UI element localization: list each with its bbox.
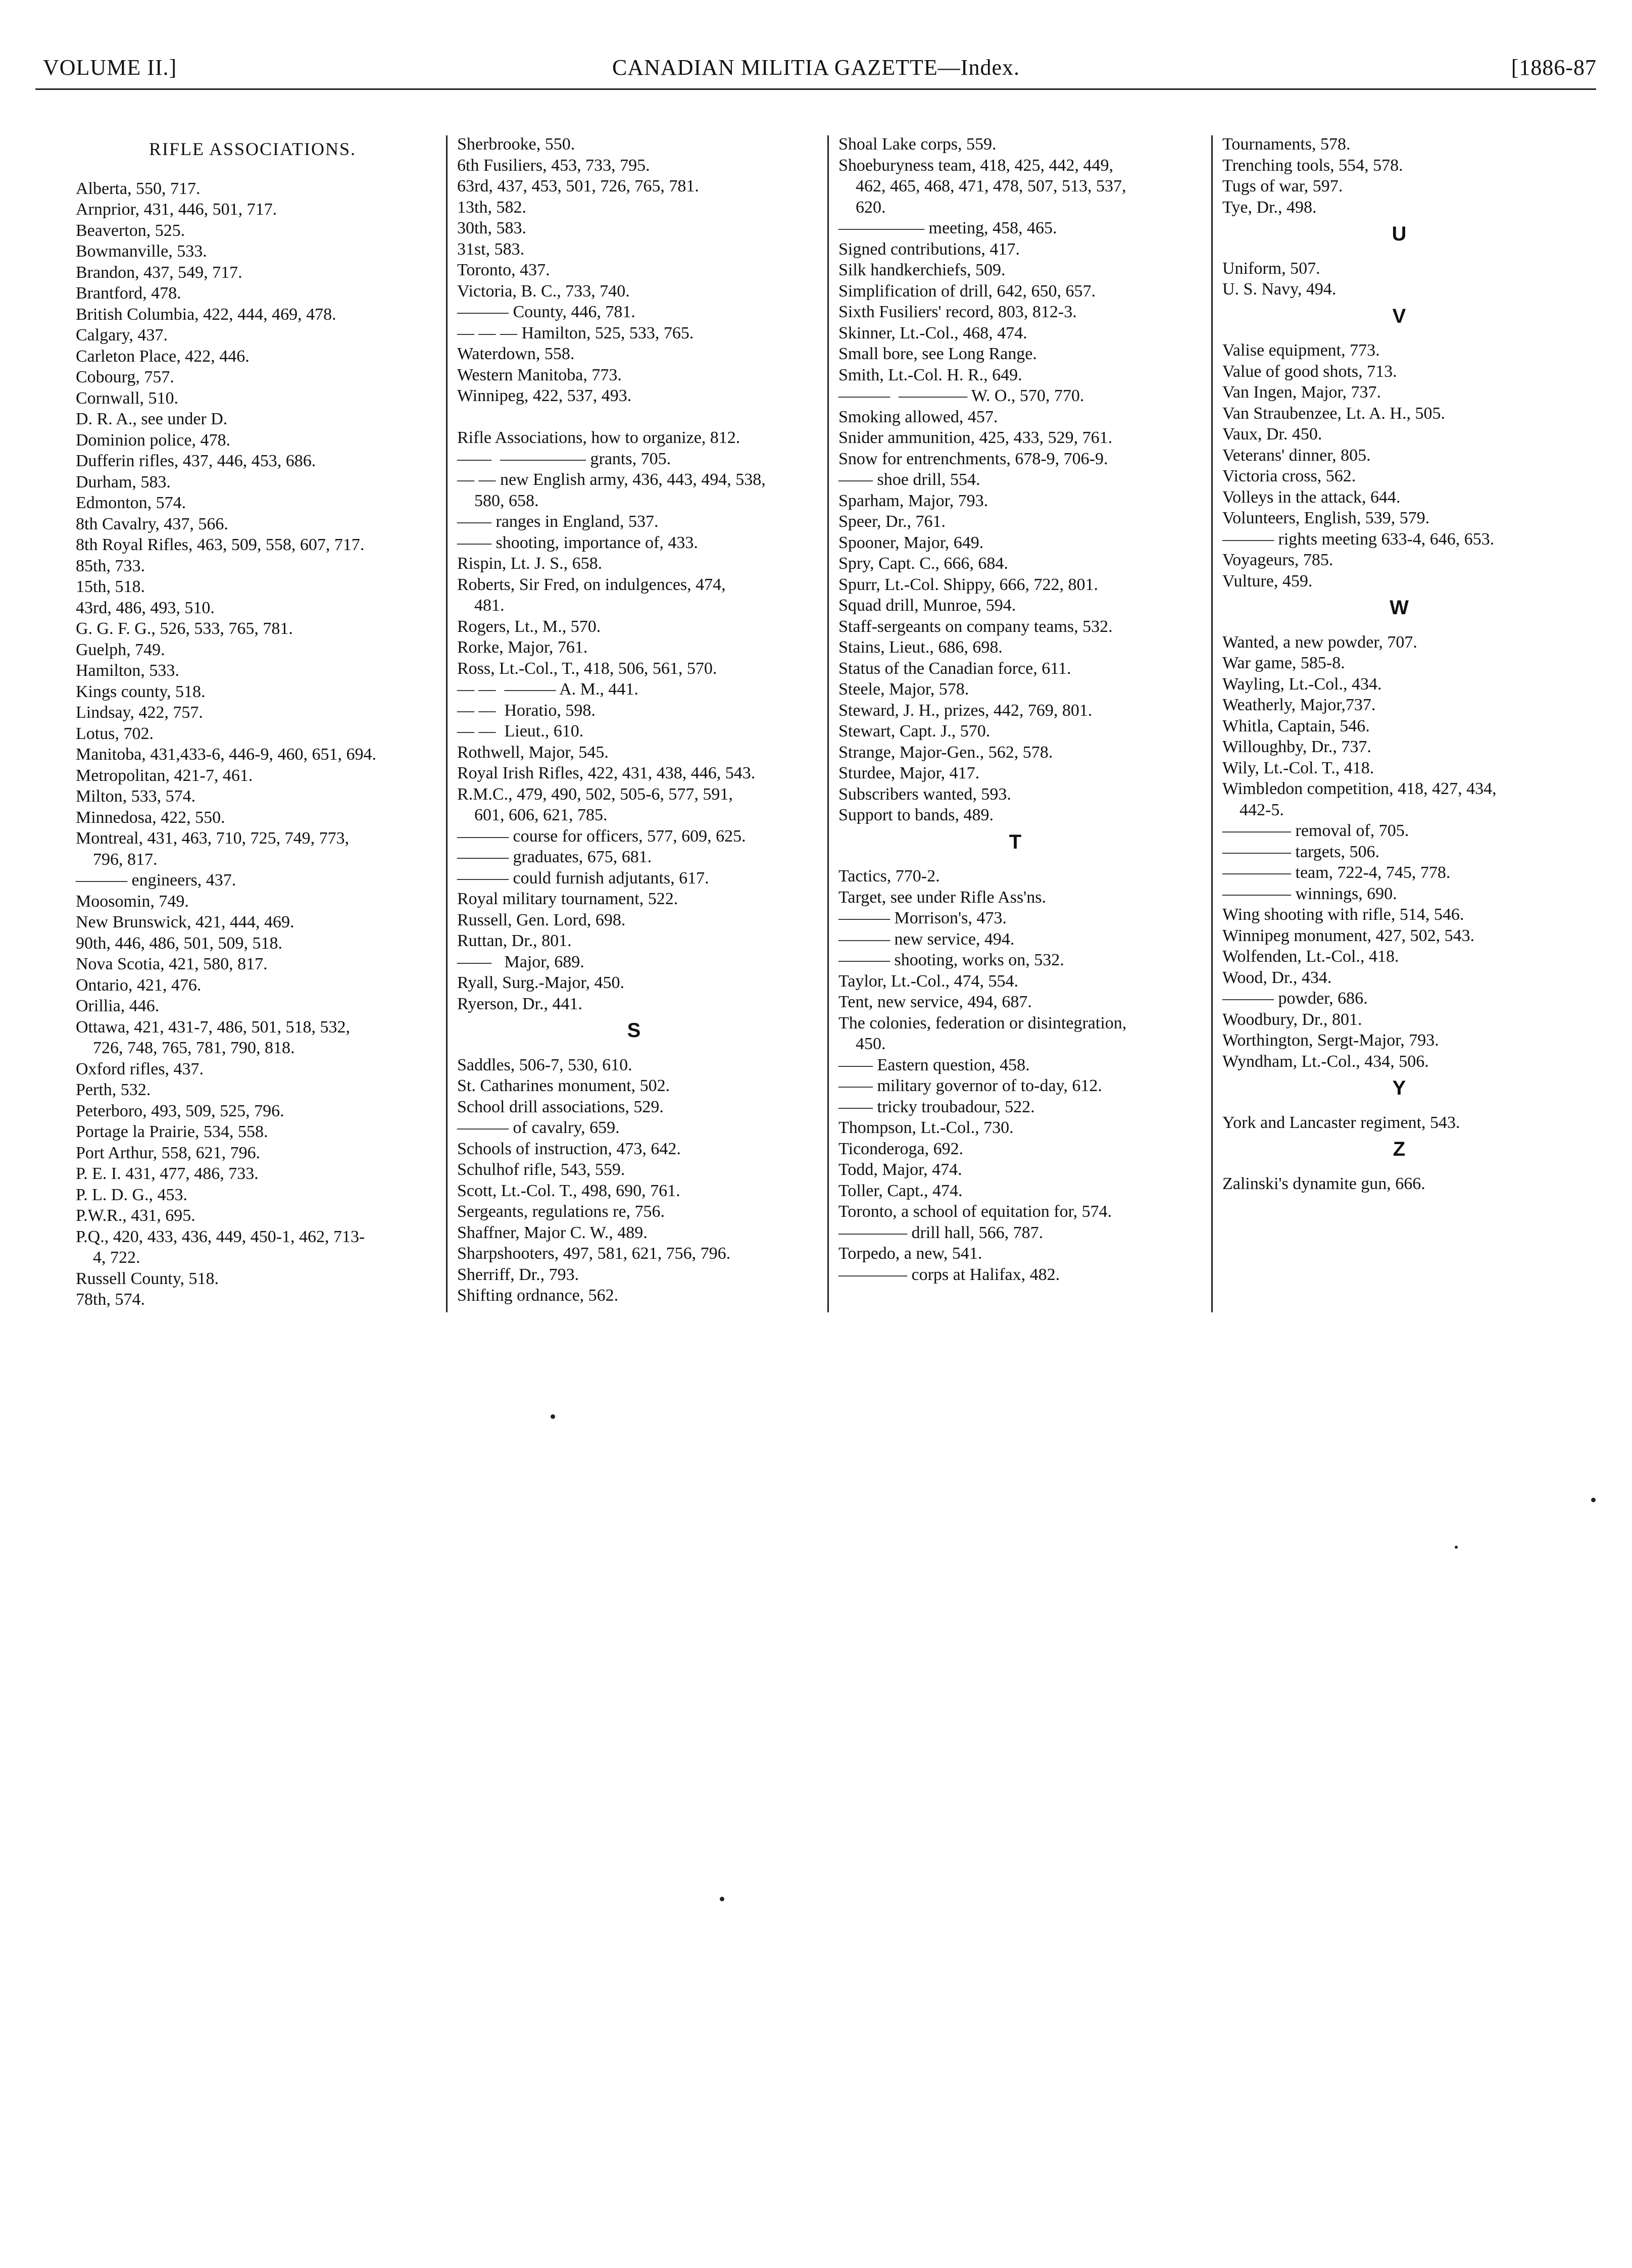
index-entry: Stains, Lieut., 686, 698. [838,638,1003,657]
index-entry: Peterboro, 493, 509, 525, 796. [76,1101,284,1120]
index-entry: Stewart, Capt. J., 570. [838,722,991,741]
index-entry: —— tricky troubadour, 522. [838,1097,1035,1116]
index-entry: The colonies, federation or disintegration, [838,1013,1127,1032]
index-entry: Rorke, Major, 761. [457,638,588,657]
index-entry: St. Catharines monument, 502. [457,1076,670,1095]
index-entry: 8th Cavalry, 437, 566. [76,514,228,533]
index-entry: Schools of instruction, 473, 642. [457,1139,681,1158]
index-entry: 90th, 446, 486, 501, 509, 518. [76,933,282,953]
column-divider [1211,135,1213,1312]
index-entry: P. E. I. 431, 477, 486, 733. [76,1164,259,1183]
index-entry: Small bore, see Long Range. [838,344,1037,363]
index-entry: ——— shooting, works on, 532. [838,951,1064,969]
index-entry: Rifle Associations, how to organize, 812. [457,428,740,447]
index-entry: Sherbrooke, 550. [457,135,575,154]
index-entry: Smoking allowed, 457. [838,407,998,426]
index-entry: Russell, Gen. Lord, 698. [457,910,626,929]
print-speck [1455,1546,1458,1549]
index-entry: Rispin, Lt. J. S., 658. [457,554,603,573]
index-column-1 [76,134,429,1310]
index-entry: 43rd, 486, 493, 510. [76,598,215,617]
index-entry: York and Lancaster regiment, 543. [1222,1113,1460,1132]
index-entry: Taylor, Lt.-Col., 474, 554. [838,971,1019,991]
index-entry: Sergeants, regulations re, 756. [457,1202,665,1221]
index-entry: Metropolitan, 421-7, 461. [76,766,253,785]
index-entry: Tactics, 770-2. [838,867,940,885]
index-entry: Portage la Prairie, 534, 558. [76,1122,268,1141]
index-entry: Todd, Major, 474. [838,1160,962,1179]
index-entry: Ryall, Surg.-Major, 450. [457,973,624,992]
index-entry: Spooner, Major, 649. [838,533,984,552]
index-entry: Rothwell, Major, 545. [457,743,609,762]
section-letter: Y [1392,1077,1406,1099]
index-entry: Victoria, B. C., 733, 740. [457,281,630,301]
index-entry: Status of the Canadian force, 611. [838,659,1071,678]
index-entry: R.M.C., 479, 490, 502, 505-6, 577, 591, [457,784,733,804]
index-entry: ——— new service, 494. [838,929,1015,949]
volume-label: VOLUME II.] [43,55,177,80]
index-entry: P.Q., 420, 433, 436, 449, 450-1, 462, 713- [76,1227,365,1246]
index-entry: War game, 585-8. [1222,654,1345,672]
index-entry: Tournaments, 578. [1222,135,1351,154]
index-entry: —— Major, 689. [457,952,584,971]
column-divider [446,135,448,1312]
index-entry: Milton, 533, 574. [76,787,196,806]
index-entry: Beaverton, 525. [76,221,185,240]
index-entry: 796, 817. [76,850,158,869]
column-divider [827,135,829,1312]
index-entry: 726, 748, 765, 781, 790, 818. [76,1039,295,1057]
index-entry: Shifting ordnance, 562. [457,1286,619,1305]
section-letter: S [627,1019,641,1042]
index-entry: Toller, Capt., 474. [838,1181,963,1200]
index-entry: Toronto, 437. [457,261,550,279]
index-entry: Perth, 532. [76,1080,151,1099]
index-entry: Sturdee, Major, 417. [838,764,980,782]
index-entry: Toronto, a school of equitation for, 574. [838,1202,1112,1221]
index-entry: Calgary, 437. [76,326,168,344]
index-entry: Spry, Capt. C., 666, 684. [838,554,1008,573]
index-entry: —— military governor of to-day, 612. [838,1076,1102,1095]
index-entry: Lotus, 702. [76,724,154,743]
index-entry: Kings county, 518. [76,682,206,701]
header-rule [35,88,1596,90]
index-entry: Support to bands, 489. [838,806,994,824]
index-entry: Port Arthur, 558, 621, 796. [76,1143,261,1162]
index-entry: Ruttan, Dr., 801. [457,931,572,950]
index-entry: ———— winnings, 690. [1222,884,1397,903]
index-entry: Ticonderoga, 692. [838,1139,964,1158]
index-entry: Signed contributions, 417. [838,239,1020,259]
index-entry: Moosomin, 749. [76,892,189,911]
index-entry: Shaffner, Major C. W., 489. [457,1223,648,1242]
index-entry: Scott, Lt.-Col. T., 498, 690, 761. [457,1181,680,1200]
index-entry: ——— Morrison's, 473. [838,909,1007,927]
index-entry: Sixth Fusiliers' record, 803, 812-3. [838,303,1077,321]
index-entry: Bowmanville, 533. [76,242,207,261]
index-entry: School drill associations, 529. [457,1097,664,1116]
index-entry: ——— could furnish adjutants, 617. [457,868,709,888]
index-entry: Ross, Lt.-Col., T., 418, 506, 561, 570. [457,659,717,678]
index-entry: Uniform, 507. [1222,259,1320,278]
index-entry: Torpedo, a new, 541. [838,1244,982,1263]
index-entry: ————— meeting, 458, 465. [838,219,1057,237]
index-entry: Winnipeg, 422, 537, 493. [457,386,632,405]
index-entry: — — Lieut., 610. [457,722,584,741]
index-entry: Minnedosa, 422, 550. [76,808,225,827]
index-entry: Dufferin rifles, 437, 446, 453, 686. [76,452,316,470]
index-entry: ———— corps at Halifax, 482. [838,1265,1060,1284]
index-entry: Worthington, Sergt-Major, 793. [1222,1031,1439,1050]
index-entry: —— ————— grants, 705. [457,449,671,468]
index-entry: Staff-sergeants on company teams, 532. [838,617,1113,636]
index-entry: Squad drill, Munroe, 594. [838,596,1016,615]
index-entry: Whitla, Captain, 546. [1222,716,1370,735]
index-entry: Ryerson, Dr., 441. [457,994,582,1013]
index-entry: ——— engineers, 437. [76,871,236,890]
index-entry: Sharpshooters, 497, 581, 621, 756, 796. [457,1244,731,1263]
index-entry: Sherriff, Dr., 793. [457,1265,579,1284]
index-entry: 30th, 583. [457,219,526,237]
index-entry: ———— removal of, 705. [1222,821,1409,840]
index-entry: Western Manitoba, 773. [457,365,622,384]
index-entry: Cornwall, 510. [76,388,179,408]
index-entry: 442-5. [1222,800,1284,819]
index-column-4 [1222,134,1576,1194]
index-entry: Brantford, 478. [76,284,181,303]
index-entry: New Brunswick, 421, 444, 469. [76,913,294,931]
index-entry: Skinner, Lt.-Col., 468, 474. [838,323,1027,342]
index-entry: 481. [457,596,505,615]
index-entry: British Columbia, 422, 444, 469, 478. [76,305,336,324]
index-entry: Wimbledon competition, 418, 427, 434, [1222,779,1497,798]
spacer [457,407,811,428]
index-entry: ——— ———— W. O., 570, 770. [838,386,1084,405]
index-entry: Tent, new service, 494, 687. [838,993,1032,1011]
index-entry: ———— team, 722-4, 745, 778. [1222,863,1451,882]
index-entry: Schulhof rifle, 543, 559. [457,1160,625,1179]
index-entry: ——— course for officers, 577, 609, 625. [457,826,746,846]
index-entry: Wood, Dr., 434. [1222,968,1332,987]
index-entry: Sparham, Major, 793. [838,491,988,510]
section-letter: T [1009,830,1022,853]
index-entry: Brandon, 437, 549, 717. [76,263,242,282]
index-entry: —— Eastern question, 458. [838,1055,1030,1074]
index-entry: 78th, 574. [76,1290,145,1309]
index-entry: Smith, Lt.-Col. H. R., 649. [838,365,1022,384]
index-entry: Van Ingen, Major, 737. [1222,383,1381,402]
index-entry: —— shooting, importance of, 433. [457,533,698,552]
index-entry: Royal military tournament, 522. [457,890,678,908]
index-entry: Target, see under Rifle Ass'ns. [838,888,1047,907]
index-entry: Zalinski's dynamite gun, 666. [1222,1174,1425,1193]
index-entry: P. L. D. G., 453. [76,1185,188,1204]
index-entry: Volunteers, English, 539, 579. [1222,509,1430,527]
index-entry: Wily, Lt.-Col. T., 418. [1222,758,1374,777]
index-entry: Wolfenden, Lt.-Col., 418. [1222,947,1399,966]
index-entry: 450. [838,1034,886,1053]
index-entry: 580, 658. [457,491,539,510]
index-entry: Valise equipment, 773. [1222,341,1380,360]
index-entry: —— shoe drill, 554. [838,470,980,489]
index-entry: Orillia, 446. [76,997,160,1015]
index-entry: Edmonton, 574. [76,494,186,512]
index-entry: Shoeburyness team, 418, 425, 442, 449, [838,156,1113,175]
index-entry: Steward, J. H., prizes, 442, 769, 801. [838,701,1093,720]
index-entry: —— ranges in England, 537. [457,512,659,531]
index-entry: Snow for entrenchments, 678-9, 706-9. [838,449,1108,468]
print-speck [551,1414,555,1419]
section-letter: U [1392,223,1407,245]
index-entry: Shoal Lake corps, 559. [838,135,997,154]
index-entry: Value of good shots, 713. [1222,362,1397,381]
index-entry: Manitoba, 431,433-6, 446-9, 460, 651, 694. [76,745,376,764]
index-entry: Russell County, 518. [76,1269,219,1288]
index-entry: — — Horatio, 598. [457,701,596,720]
index-entry: Subscribers wanted, 593. [838,784,1011,804]
index-entry: Vaux, Dr. 450. [1222,425,1322,443]
index-entry: ——— rights meeting 633-4, 646, 653. [1222,529,1495,549]
index-entry: Hamilton, 533. [76,661,179,680]
index-entry: Guelph, 749. [76,640,165,659]
index-entry: Tugs of war, 597. [1222,177,1343,195]
index-entry: Wanted, a new powder, 707. [1222,632,1417,652]
section-heading: RIFLE ASSOCIATIONS. [149,139,357,159]
index-entry: Speer, Dr., 761. [838,512,946,531]
index-entry: 620. [838,198,886,217]
index-entry: 85th, 733. [76,556,145,575]
index-entry: Oxford rifles, 437. [76,1059,204,1078]
index-entry: 6th Fusiliers, 453, 733, 795. [457,156,650,175]
index-entry: 63rd, 437, 453, 501, 726, 765, 781. [457,177,699,195]
index-entry: Strange, Major-Gen., 562, 578. [838,743,1053,762]
index-entry: — — ——— A. M., 441. [457,680,638,699]
index-entry: Ottawa, 421, 431-7, 486, 501, 518, 532, [76,1017,351,1037]
index-entry: P.W.R., 431, 695. [76,1206,195,1225]
index-entry: Woodbury, Dr., 801. [1222,1010,1362,1029]
index-entry: Voyageurs, 785. [1222,551,1333,569]
index-entry: 13th, 582. [457,198,526,217]
index-entry: Wayling, Lt.-Col., 434. [1222,674,1382,694]
index-entry: Waterdown, 558. [457,344,575,363]
page-title: CANADIAN MILITIA GAZETTE—Index. [612,55,1020,80]
index-entry: 8th Royal Rifles, 463, 509, 558, 607, 717. [76,535,365,554]
index-entry: Durham, 583. [76,472,171,491]
index-entry: Simplification of drill, 642, 650, 657. [838,281,1096,301]
print-speck [720,1897,724,1901]
index-entry: Saddles, 506-7, 530, 610. [457,1055,632,1074]
index-entry: — — — Hamilton, 525, 533, 765. [457,323,694,342]
index-entry: Snider ammunition, 425, 433, 529, 761. [838,428,1113,447]
index-entry: Spurr, Lt.-Col. Shippy, 666, 722, 801. [838,575,1099,594]
index-entry: Van Straubenzee, Lt. A. H., 505. [1222,404,1445,423]
index-entry: G. G. F. G., 526, 533, 765, 781. [76,619,293,638]
index-entry: Ontario, 421, 476. [76,975,202,995]
index-entry: — — new English army, 436, 443, 494, 538, [457,470,766,489]
index-entry: Weatherly, Major,737. [1222,696,1376,714]
index-entry: Veterans' dinner, 805. [1222,446,1371,465]
index-entry: Wyndham, Lt.-Col., 434, 506. [1222,1052,1429,1071]
index-entry: ——— County, 446, 781. [457,303,635,321]
index-entry: Dominion police, 478. [76,430,230,450]
index-entry: Victoria cross, 562. [1222,467,1356,485]
index-entry: ——— graduates, 675, 681. [457,848,652,866]
section-letter: W [1390,597,1409,619]
index-entry: 601, 606, 621, 785. [457,806,608,824]
year-label: [1886-87 [1511,55,1597,80]
index-entry: ———— targets, 506. [1222,842,1380,861]
index-entry: ——— powder, 686. [1222,989,1368,1008]
index-entry: U. S. Navy, 494. [1222,280,1337,299]
index-entry: Vulture, 459. [1222,571,1313,590]
index-entry: Winnipeg monument, 427, 502, 543. [1222,926,1475,945]
index-entry: Silk handkerchiefs, 509. [838,261,1006,279]
index-entry: 462, 465, 468, 471, 478, 507, 513, 537, [838,177,1126,195]
print-speck [1591,1498,1596,1502]
index-entry: Rogers, Lt., M., 570. [457,617,601,636]
index-column-3 [838,134,1192,1285]
index-entry: Willoughby, Dr., 737. [1222,737,1371,756]
index-entry: 4, 722. [76,1248,140,1267]
index-entry: Lindsay, 422, 757. [76,703,203,722]
index-entry: Volleys in the attack, 644. [1222,487,1401,507]
index-entry: ———— drill hall, 566, 787. [838,1223,1044,1242]
index-entry: D. R. A., see under D. [76,410,228,428]
index-entry: Steele, Major, 578. [838,680,969,699]
index-entry: Wing shooting with rifle, 514, 546. [1222,905,1464,924]
index-entry: ——— of cavalry, 659. [457,1118,620,1137]
index-entry: Trenching tools, 554, 578. [1222,156,1403,175]
index-column-2 [457,134,811,1306]
index-entry: 31st, 583. [457,239,525,259]
index-entry: Thompson, Lt.-Col., 730. [838,1118,1014,1137]
index-entry: Carleton Place, 422, 446. [76,347,250,366]
section-letter: Z [1393,1138,1406,1160]
index-entry: Alberta, 550, 717. [76,179,201,198]
index-entry: Montreal, 431, 463, 710, 725, 749, 773, [76,829,350,848]
index-entry: Roberts, Sir Fred, on indulgences, 474, [457,575,726,594]
index-entry: 15th, 518. [76,577,145,596]
index-entry: Arnprior, 431, 446, 501, 717. [76,200,277,219]
index-entry: Tye, Dr., 498. [1222,198,1317,217]
index-entry: Cobourg, 757. [76,368,174,386]
index-entry: Royal Irish Rifles, 422, 431, 438, 446, 543. [457,764,756,782]
section-letter: V [1392,305,1406,327]
index-entry: Nova Scotia, 421, 580, 817. [76,955,268,973]
